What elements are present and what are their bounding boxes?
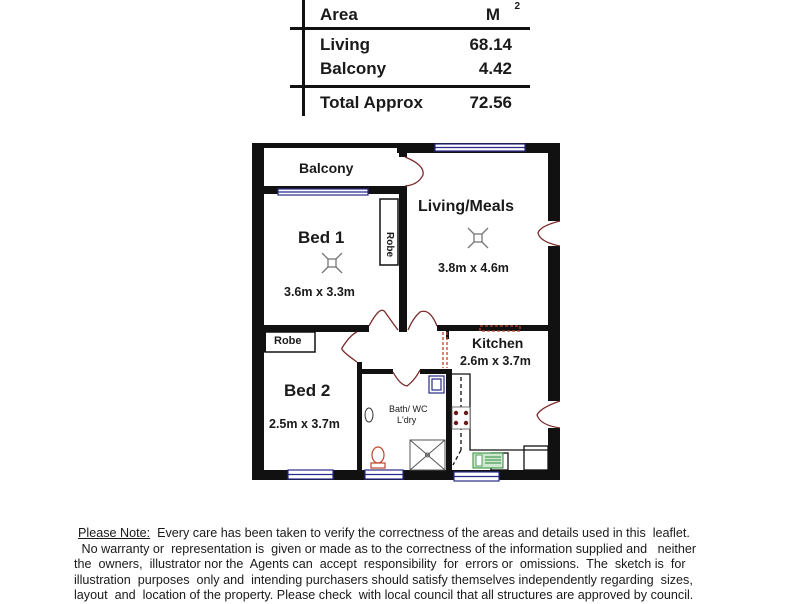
note-line: the owners, illustrator nor the Agents can accept responsibility for errors or omissions. The sketch is for <box>74 557 686 572</box>
room-label-kitchen: Kitchen <box>472 335 524 351</box>
room-label-living: Living/Meals <box>418 198 515 215</box>
room-size-bed2: 2.5m x 3.7m <box>269 417 340 431</box>
room-label-robe1: Robe <box>384 232 395 257</box>
area-unit-superscript: 2 <box>514 1 520 12</box>
ceiling-fan-icon <box>322 253 342 273</box>
row-label: Living <box>320 35 371 54</box>
area-header-label: Area <box>320 5 358 24</box>
room-label-bath-line2: L'dry <box>397 415 417 425</box>
room-label-balcony: Balcony <box>299 160 354 176</box>
basin-icon <box>365 408 373 422</box>
ceiling-fan-icon <box>468 228 488 248</box>
room-label-bath-line1: Bath/ WC <box>389 404 428 414</box>
note-line: layout and location of the property. Please check with local council that all structures are approved by council. <box>74 588 694 603</box>
area-unit: M <box>485 5 500 24</box>
room-size-living: 3.8m x 4.6m <box>438 261 509 275</box>
room-size-bed1: 3.6m x 3.3m <box>284 285 355 299</box>
row-label: Balcony <box>320 59 387 78</box>
note-heading: Please Note: <box>78 526 151 540</box>
row-value: 68.14 <box>469 35 512 54</box>
sink-icon <box>473 453 503 468</box>
room-size-kitchen: 2.6m x 3.7m <box>460 354 531 368</box>
room-label-bed2: Bed 2 <box>284 381 331 400</box>
note-line: No warranty or representation is given or made as to the correctness of the information supplied and neither <box>78 541 697 556</box>
total-label: Total Approx <box>320 93 423 112</box>
cooktop-icon <box>452 407 470 429</box>
laundry-tub-icon <box>429 376 444 393</box>
row-value: 4.42 <box>478 59 512 78</box>
note-line: Every care has been taken to verify the correctness of the areas and details used in this leaflet. <box>150 526 690 540</box>
room-label-bed1: Bed 1 <box>298 228 345 247</box>
total-value: 72.56 <box>469 93 512 112</box>
room-label-robe2: Robe <box>274 335 302 347</box>
note-line: illustration purposes only and intending purchasers should satisfy themselves independently regarding sizes, <box>74 572 693 587</box>
toilet-icon <box>371 447 385 468</box>
disclaimer-note <box>74 526 758 604</box>
shower-icon <box>410 440 445 470</box>
